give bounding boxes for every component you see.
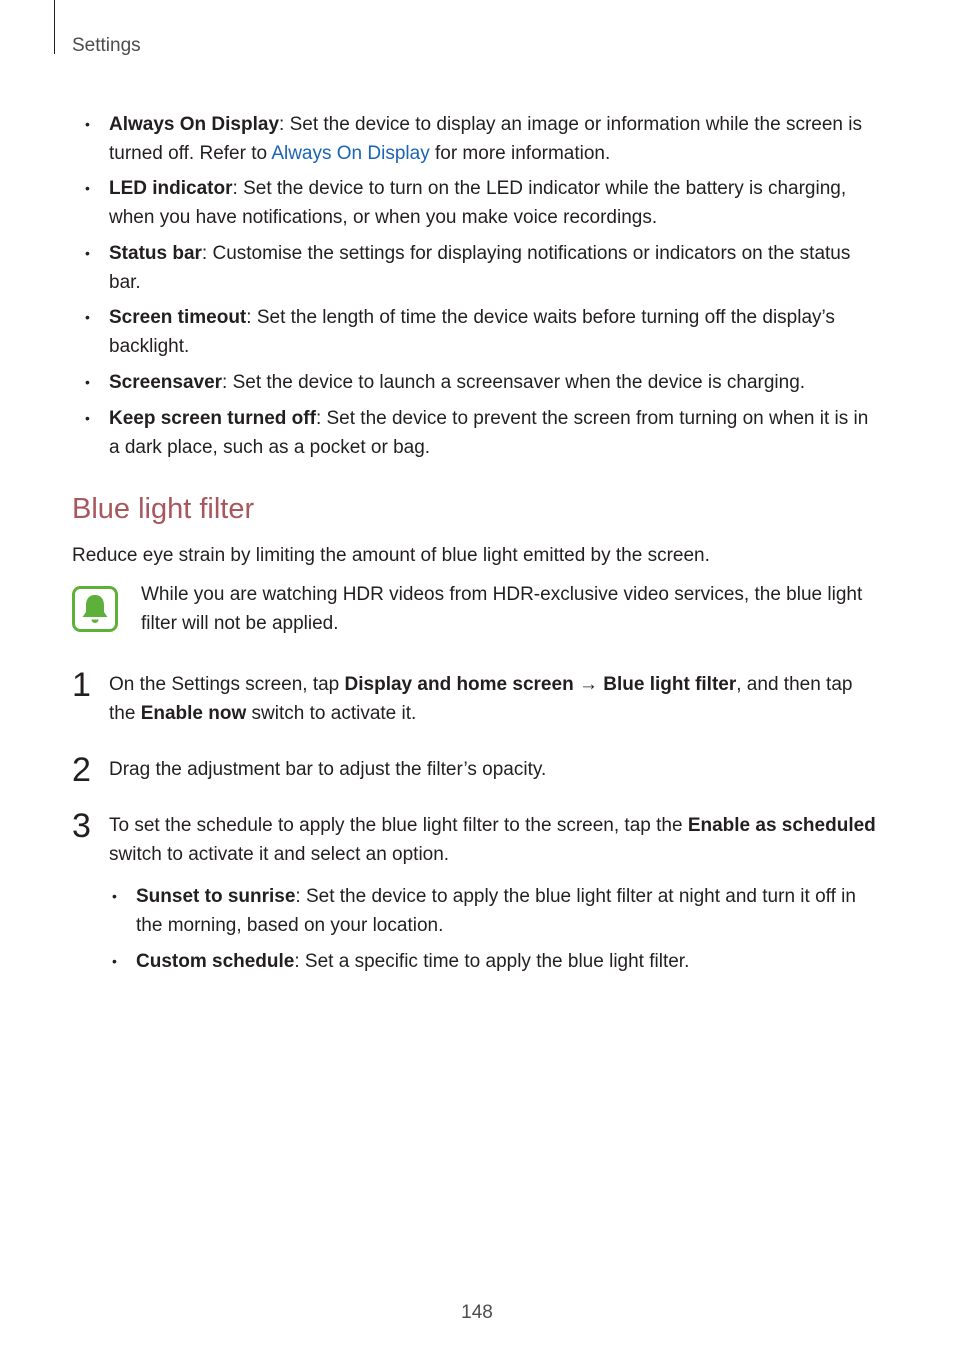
bullet-term: Always On Display (109, 114, 280, 135)
bullet-text: : Set the device to turn on the LED indicator while the battery is charging, when you have notifications, or when you make voice recordings. (109, 178, 847, 228)
step-number: 3 (72, 807, 91, 845)
header-section-label: Settings (72, 35, 141, 56)
section-intro: Reduce eye strain by limiting the amount of blue light emitted by the screen. (72, 545, 710, 566)
bullet-icon: • (112, 953, 117, 969)
bullet-term: Custom schedule (136, 951, 295, 972)
list-item (112, 947, 886, 976)
bullet-text: : Set the device to prevent the screen from turning on when it is in a dark place, such as a pocket or bag. (109, 408, 869, 458)
list-item (85, 303, 884, 361)
bullet-icon: • (85, 410, 90, 426)
list-item (85, 110, 884, 168)
step-text: To set the schedule to apply the blue light filter to the screen, tap the Enable as scheduled switch to activate it and select an option. (109, 815, 876, 865)
bullet-term: Status bar (109, 243, 202, 264)
bullet-icon: • (85, 374, 90, 390)
bullet-icon: • (85, 180, 90, 196)
bullet-text: for more information. (429, 143, 611, 164)
bullet-text: : Set the device to launch a screensaver when the device is charging. (222, 372, 806, 393)
bullet-icon: • (85, 116, 90, 132)
bullet-text: : Set a specific time to apply the blue light filter. (294, 951, 690, 972)
bullet-term: Keep screen turned off (109, 408, 316, 429)
always-on-display-link[interactable]: Always On Display (271, 143, 430, 164)
bullet-term: Sunset to sunrise (136, 886, 296, 907)
bullet-term: Screensaver (109, 372, 223, 393)
list-item (112, 882, 886, 940)
step-number: 1 (72, 666, 91, 704)
step-text: On the Settings screen, tap Display and home screen → Blue light filter, and then tap the Enable now switch to activate it. (109, 674, 853, 724)
page-number: 148 (461, 1302, 493, 1323)
list-item (85, 174, 884, 232)
step-number: 2 (72, 751, 91, 789)
bullet-text: : Customise the settings for displaying notifications or indicators on the status bar. (109, 243, 851, 293)
bullet-icon: • (112, 888, 117, 904)
bullet-text: : Set the device to display an image or information while the screen is turned off. Refer to (109, 114, 862, 164)
bullet-icon: • (85, 309, 90, 325)
step-text: Drag the adjustment bar to adjust the filter’s opacity. (109, 759, 547, 780)
section-title: Blue light filter (72, 493, 255, 525)
list-item (85, 239, 884, 297)
list-item (85, 404, 884, 462)
bullet-text: : Set the length of time the device waits before turning off the display’s backlight. (109, 307, 835, 357)
bullet-term: LED indicator (109, 178, 233, 199)
bullet-term: Screen timeout (109, 307, 247, 328)
header-rule (54, 0, 55, 54)
bullet-text: : Set the device to apply the blue light filter at night and turn it off in the morning, based on your location. (136, 886, 856, 936)
bullet-icon: • (85, 245, 90, 261)
note-text: While you are watching HDR videos from HDR-exclusive video services, the blue light filter will not be applied. (141, 584, 863, 634)
list-item (85, 368, 884, 397)
notification-bell-icon (72, 586, 118, 632)
